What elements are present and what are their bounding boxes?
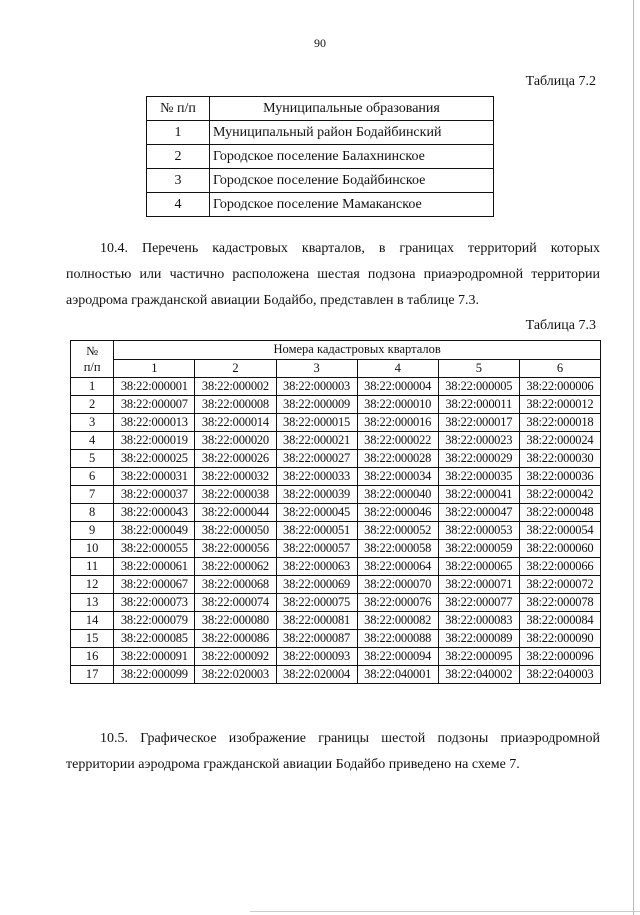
cadastral-quarter-number: 38:22:000046 [357, 504, 438, 522]
page-edge-bottom [250, 911, 640, 912]
cadastral-quarter-number: 38:22:000050 [195, 522, 276, 540]
cadastral-quarter-number: 38:22:000023 [438, 432, 519, 450]
cadastral-quarter-number: 38:22:000037 [114, 486, 195, 504]
row-number: 2 [147, 145, 210, 169]
cadastral-quarter-number: 38:22:000028 [357, 450, 438, 468]
cadastral-quarter-number: 38:22:000068 [195, 576, 276, 594]
page-edge-right [633, 0, 634, 915]
cadastral-quarter-number: 38:22:000081 [276, 612, 357, 630]
table-header-row [71, 341, 601, 360]
column-header: 1 [114, 359, 195, 378]
cadastral-quarter-number: 38:22:000065 [438, 558, 519, 576]
municipality-name: Городское поселение Мамаканское [210, 193, 494, 217]
row-number: 4 [71, 432, 114, 450]
table-row [71, 648, 601, 666]
cadastral-quarter-number: 38:22:000094 [357, 648, 438, 666]
cadastral-quarter-number: 38:22:000067 [114, 576, 195, 594]
cadastral-quarter-number: 38:22:000008 [195, 396, 276, 414]
cadastral-quarter-number: 38:22:000006 [519, 378, 600, 396]
cadastral-quarter-number: 38:22:000047 [438, 504, 519, 522]
cadastral-quarter-number: 38:22:000003 [276, 378, 357, 396]
cadastral-quarter-number: 38:22:000048 [519, 504, 600, 522]
row-number: 3 [71, 414, 114, 432]
cadastral-quarter-number: 38:22:000054 [519, 522, 600, 540]
table-row [71, 432, 601, 450]
cadastral-quarter-number: 38:22:000052 [357, 522, 438, 540]
cadastral-quarter-number: 38:22:000016 [357, 414, 438, 432]
cadastral-quarter-number: 38:22:000082 [357, 612, 438, 630]
cadastral-quarter-number: 38:22:000084 [519, 612, 600, 630]
cadastral-quarter-number: 38:22:000078 [519, 594, 600, 612]
cadastral-quarter-number: 38:22:000080 [195, 612, 276, 630]
cadastral-quarter-number: 38:22:000044 [195, 504, 276, 522]
table-header-row [147, 97, 494, 121]
cadastral-quarter-number: 38:22:000040 [357, 486, 438, 504]
table-row [71, 414, 601, 432]
cadastral-quarter-number: 38:22:040001 [357, 666, 438, 684]
cadastral-quarter-number: 38:22:000013 [114, 414, 195, 432]
cadastral-quarter-number: 38:22:000014 [195, 414, 276, 432]
cadastral-quarter-number: 38:22:000007 [114, 396, 195, 414]
cadastral-quarter-number: 38:22:000020 [195, 432, 276, 450]
table-subheader-row [71, 359, 601, 378]
table-row [71, 630, 601, 648]
cadastral-quarter-number: 38:22:000076 [357, 594, 438, 612]
cadastral-quarter-number: 38:22:000038 [195, 486, 276, 504]
cadastral-quarter-number: 38:22:000034 [357, 468, 438, 486]
cadastral-quarter-number: 38:22:000036 [519, 468, 600, 486]
cadastral-quarter-number: 38:22:040002 [438, 666, 519, 684]
column-header: 3 [276, 359, 357, 378]
table-row [71, 486, 601, 504]
cadastral-quarter-number: 38:22:000087 [276, 630, 357, 648]
cadastral-quarter-number: 38:22:000095 [438, 648, 519, 666]
table-row [71, 666, 601, 684]
municipality-name: Муниципальный район Бодайбинский [210, 121, 494, 145]
row-number: 13 [71, 594, 114, 612]
cadastral-quarter-number: 38:22:000071 [438, 576, 519, 594]
header-municipality: Муниципальные образования [210, 97, 494, 121]
cadastral-quarter-number: 38:22:000091 [114, 648, 195, 666]
cadastral-quarter-number: 38:22:000017 [438, 414, 519, 432]
page-number: 90 [314, 36, 326, 50]
municipalities-table [146, 96, 494, 217]
cadastral-quarter-number: 38:22:000011 [438, 396, 519, 414]
cadastral-quarter-number: 38:22:000015 [276, 414, 357, 432]
cadastral-quarter-number: 38:22:000021 [276, 432, 357, 450]
column-header: 5 [438, 359, 519, 378]
row-number: 16 [71, 648, 114, 666]
cadastral-quarter-number: 38:22:040003 [519, 666, 600, 684]
cadastral-quarter-number: 38:22:000035 [438, 468, 519, 486]
row-number: 10 [71, 540, 114, 558]
table-row [71, 612, 601, 630]
cadastral-quarter-number: 38:22:000043 [114, 504, 195, 522]
table-row [147, 121, 494, 145]
cadastral-quarter-number: 38:22:000093 [276, 648, 357, 666]
cadastral-quarter-number: 38:22:000059 [438, 540, 519, 558]
row-number: 11 [71, 558, 114, 576]
cadastral-quarter-number: 38:22:000074 [195, 594, 276, 612]
cadastral-quarter-number: 38:22:000090 [519, 630, 600, 648]
row-number: 12 [71, 576, 114, 594]
cadastral-quarter-number: 38:22:000060 [519, 540, 600, 558]
cadastral-quarter-number: 38:22:000051 [276, 522, 357, 540]
table-7-3-caption: Таблица 7.3 [525, 318, 596, 333]
cadastral-quarter-number: 38:22:000018 [519, 414, 600, 432]
cadastral-quarter-number: 38:22:000089 [438, 630, 519, 648]
cadastral-quarter-number: 38:22:000079 [114, 612, 195, 630]
row-number: 14 [71, 612, 114, 630]
row-number: 5 [71, 450, 114, 468]
cadastral-quarter-number: 38:22:000001 [114, 378, 195, 396]
cadastral-quarter-number: 38:22:000077 [438, 594, 519, 612]
table-row [71, 396, 601, 414]
cadastral-quarter-number: 38:22:000027 [276, 450, 357, 468]
paragraph-10-4-line-3: аэродрома гражданской авиации Бодайбо, представлен в таблице 7.3. [66, 293, 480, 308]
cadastral-quarter-number: 38:22:000061 [114, 558, 195, 576]
cadastral-quarter-number: 38:22:000056 [195, 540, 276, 558]
column-header: 4 [357, 359, 438, 378]
table-row [71, 594, 601, 612]
paragraph-10-4-line-1: 10.4. Перечень кадастровых кварталов, в границах территорий которых [100, 241, 600, 256]
cadastral-quarter-number: 38:22:000055 [114, 540, 195, 558]
cadastral-quarter-number: 38:22:000024 [519, 432, 600, 450]
row-number: 3 [147, 169, 210, 193]
header-number: № п/п [147, 97, 210, 121]
cadastral-quarter-number: 38:22:000066 [519, 558, 600, 576]
cadastral-quarters-table [70, 340, 601, 684]
cadastral-quarter-number: 38:22:000073 [114, 594, 195, 612]
cadastral-quarter-number: 38:22:000033 [276, 468, 357, 486]
cadastral-quarter-number: 38:22:000049 [114, 522, 195, 540]
cadastral-quarter-number: 38:22:000030 [519, 450, 600, 468]
cadastral-quarter-number: 38:22:000063 [276, 558, 357, 576]
table-row [71, 468, 601, 486]
table-row [147, 193, 494, 217]
row-number: 15 [71, 630, 114, 648]
cadastral-quarter-number: 38:22:000099 [114, 666, 195, 684]
cadastral-quarter-number: 38:22:000029 [438, 450, 519, 468]
cadastral-quarter-number: 38:22:000004 [357, 378, 438, 396]
table-row [71, 576, 601, 594]
table-row [71, 378, 601, 396]
cadastral-quarter-number: 38:22:000019 [114, 432, 195, 450]
cadastral-quarter-number: 38:22:020004 [276, 666, 357, 684]
cadastral-quarter-number: 38:22:000088 [357, 630, 438, 648]
cadastral-quarter-number: 38:22:000075 [276, 594, 357, 612]
table-row [71, 504, 601, 522]
cadastral-quarter-number: 38:22:000062 [195, 558, 276, 576]
cadastral-quarter-number: 38:22:000025 [114, 450, 195, 468]
cadastral-quarter-number: 38:22:000058 [357, 540, 438, 558]
cadastral-quarter-number: 38:22:000057 [276, 540, 357, 558]
municipality-name: Городское поселение Бодайбинское [210, 169, 494, 193]
cadastral-quarter-number: 38:22:000039 [276, 486, 357, 504]
cadastral-quarter-number: 38:22:000083 [438, 612, 519, 630]
cadastral-quarter-number: 38:22:000092 [195, 648, 276, 666]
paragraph-10-5-line-1: 10.5. Графическое изображение границы шестой подзоны приаэродромной [100, 731, 600, 746]
cadastral-quarter-number: 38:22:000042 [519, 486, 600, 504]
table-row [71, 450, 601, 468]
header-cadastral-quarters: Номера кадастровых кварталов [114, 341, 601, 360]
header-number: № п/п [71, 341, 114, 378]
cadastral-quarter-number: 38:22:000026 [195, 450, 276, 468]
table-row [71, 522, 601, 540]
cadastral-quarter-number: 38:22:000032 [195, 468, 276, 486]
table-row [71, 540, 601, 558]
cadastral-quarter-number: 38:22:000064 [357, 558, 438, 576]
cadastral-quarter-number: 38:22:000070 [357, 576, 438, 594]
row-number: 17 [71, 666, 114, 684]
cadastral-quarter-number: 38:22:000005 [438, 378, 519, 396]
table-row [147, 169, 494, 193]
municipality-name: Городское поселение Балахнинское [210, 145, 494, 169]
paragraph-10-5-line-2: территории аэродрома гражданской авиации Бодайбо приведено на схеме 7. [66, 757, 520, 772]
cadastral-quarter-number: 38:22:000085 [114, 630, 195, 648]
row-number: 7 [71, 486, 114, 504]
row-number: 8 [71, 504, 114, 522]
table-7-2-caption: Таблица 7.2 [525, 74, 596, 89]
row-number: 1 [71, 378, 114, 396]
row-number: 2 [71, 396, 114, 414]
table-row [147, 145, 494, 169]
cadastral-quarter-number: 38:22:000022 [357, 432, 438, 450]
cadastral-quarter-number: 38:22:000031 [114, 468, 195, 486]
cadastral-quarter-number: 38:22:000010 [357, 396, 438, 414]
column-header: 2 [195, 359, 276, 378]
cadastral-quarter-number: 38:22:000072 [519, 576, 600, 594]
row-number: 1 [147, 121, 210, 145]
cadastral-quarter-number: 38:22:000009 [276, 396, 357, 414]
table-row [71, 558, 601, 576]
cadastral-quarter-number: 38:22:000002 [195, 378, 276, 396]
cadastral-quarter-number: 38:22:020003 [195, 666, 276, 684]
paragraph-10-4-line-2: полностью или частично расположена шестая подзона приаэродромной территории [66, 267, 600, 282]
cadastral-quarter-number: 38:22:000086 [195, 630, 276, 648]
column-header: 6 [519, 359, 600, 378]
row-number: 9 [71, 522, 114, 540]
row-number: 4 [147, 193, 210, 217]
cadastral-quarter-number: 38:22:000069 [276, 576, 357, 594]
cadastral-quarter-number: 38:22:000096 [519, 648, 600, 666]
row-number: 6 [71, 468, 114, 486]
cadastral-quarter-number: 38:22:000012 [519, 396, 600, 414]
cadastral-quarter-number: 38:22:000045 [276, 504, 357, 522]
cadastral-quarter-number: 38:22:000053 [438, 522, 519, 540]
cadastral-quarter-number: 38:22:000041 [438, 486, 519, 504]
